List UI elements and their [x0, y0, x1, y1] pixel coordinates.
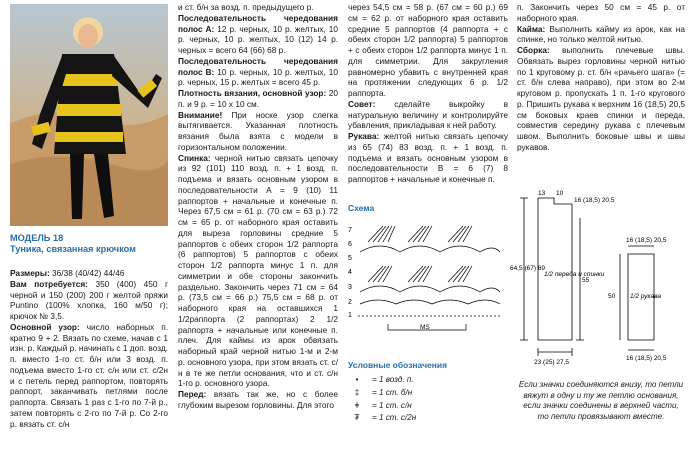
front-instructions — [178, 389, 338, 411]
edge-value: Выполнить кайму из арок, как на спинке, но только желтой нитью. — [517, 23, 685, 45]
sleeves — [348, 131, 508, 185]
dim-armhole: 16 (18,5) 20,5 — [574, 197, 615, 204]
model-title: МОДЕЛЬ 18 — [10, 233, 64, 243]
scheme-title: Схема — [348, 203, 375, 213]
double-crochet-icon: ǂ — [354, 400, 360, 410]
sequence-a-label: Последовательность чередования полос A: — [178, 12, 338, 34]
joining-note: Если значки соединяются внизу, то петли вяжут в одну и ту же петлю основания, если значки соединены в верхней части, то петли провязывают вместе. — [518, 380, 684, 421]
materials-paragraph — [10, 279, 168, 322]
dim-sleeve-bottom: 16 (18,5) 20,5 — [626, 355, 667, 362]
assembly-value: выполнить плечевые швы. Обвязать вырез горловины черной нитью по 1 круговому р. ст. б/н «рачьего шага» (= ст. б/н слева направо), при этом во 2-м круговом р. пропускать 1 п. 1-го кругового р. Пришить рукава к верхним 16 (18,5) 20,5 см боковых краев спинки и переда, совместив середину рукава с плечевым швом. Выполнить боковые швы и швы рукавов. — [517, 45, 686, 152]
attention — [178, 110, 338, 153]
density — [178, 88, 338, 110]
legend-item — [348, 412, 508, 425]
materials-label: Вам потребуется: — [10, 278, 88, 289]
pattern-diagram — [510, 190, 690, 390]
legend-item — [348, 387, 508, 400]
advice-label: Совет: — [348, 98, 376, 109]
svg-text:1: 1 — [348, 312, 352, 319]
basic-pattern-label: Основной узор: — [10, 321, 80, 332]
sizes-paragraph — [10, 268, 168, 279]
legend-title: Условные обозначения — [348, 360, 448, 370]
column-3 — [348, 2, 508, 185]
density-value: 20 п. и 9 р. = 10 х 10 см. — [178, 88, 338, 109]
advice — [348, 99, 508, 131]
attention-value: При носке узор слегка вытягивается. Указанная плотность вязания была взята с модели в горизонтальном положении. — [178, 109, 338, 152]
sizes-label: Размеры: — [10, 268, 50, 278]
dim-width: 23 (25) 27,5 — [534, 359, 570, 366]
svg-text:3: 3 — [348, 284, 352, 291]
edge-label: Кайма: — [517, 23, 546, 34]
sequence-a-value: 12 р. черных, 10 р. желтых, 10 р. черных, 10 р. желтых, 10 (12) 14 р. черных = всего 64 (66) 68 р. — [178, 23, 338, 55]
svg-text:6: 6 — [348, 241, 352, 248]
dim-side: 55 — [582, 277, 590, 284]
edge-instructions — [517, 24, 685, 46]
sequence-b-value: 10 р. черных, 10 р. желтых, 10 р. черных, 15 р. желтых = всего 45 р. — [178, 66, 338, 88]
treble-crochet-icon: ₮ — [354, 413, 360, 423]
density-label: Плотность вязания, основной узор: — [178, 88, 327, 98]
legend-item — [348, 374, 508, 387]
svg-text:4: 4 — [348, 269, 352, 276]
sleeves-value: желтой нитью связать цепочку из 65 (74) 83 возд. п. + 1 возд. п. подъема и вязать основным узором в последовательности B = 6 (7) 8 раппортов + начальные и конечные п. — [348, 131, 508, 184]
stitch-note: и ст. б/н за возд. п. предыдущего р. — [178, 2, 314, 12]
column-1 — [10, 268, 168, 429]
back-value: черной нитью связать цепочку из 92 (101) 110 возд. п. + 1 возд. п. подъема и вязать основным узором в последовательности А = 9 (10) 11 раппортов + начальные и конечные п. Через 67,5 см = 61 р. (70 см = 63 р.) 72 см = 65 р. от наборного края оставить для выреза горловины средние 5 раппортов с обеих сторон 1/2 раппорта (6 раппортов) 5 раппортов с обеих сторон 1/2 раппорта минус 1 п. для симметрии и обе стороны закончить раздельно. Закончить через 71 см = 64 р. (73,5 см = 66 р.) 75,5 см = 68 р. от наборного края на оставшихся 1 1/2раппорта (2 раппортах) 2 1/2 раппорта + начальные или конечные п. плеч. Для каймы из арок обвязать наборный край черной нитью 1-м и 2-м р. основного узора, при этом вязать ст. с/н в те же петли основания, что и ст. с/н 1-го р. основного узора. — [178, 152, 338, 389]
svg-text:7: 7 — [348, 227, 352, 234]
sleeve-label: 1/2 рукава — [630, 293, 662, 300]
basic-pattern-value: число наборных п. кратно 9 + 2. Вязать по схеме, начав с 1 изн. р. Каждый р. начинать с 1 доп. возд. п. вместо 1-го ст. б/н или 3 возд. п. подъема вместо 1-го ст. с/н или ст. с/2н и с петель перед раппортом, повторять раппорт, заканчивать петлями после раппорта. Связать 1 раз с 1-го по 7-й р., затем повторять с 2-го по 7-й р. Со 2-го р. вязать ст. с/н — [10, 321, 168, 429]
legend-item — [348, 400, 508, 413]
sequence-b-label: Последовательность чередования полос B: — [178, 55, 338, 77]
attention-label: Внимание! — [178, 109, 223, 120]
legend-text: = 1 ст. с/2н — [372, 413, 417, 423]
legend — [348, 374, 508, 425]
legend-text: = 1 ст. б/н — [372, 387, 413, 397]
dim-sleeve-length: 50 — [608, 293, 616, 300]
single-crochet-icon: ‡ — [354, 387, 360, 397]
model-heading — [10, 233, 136, 255]
column-4 — [517, 2, 685, 153]
back-label: Спинка: — [178, 152, 211, 163]
sizes-value: 36/38 (40/42) 44/46 — [52, 268, 125, 278]
sequence-a — [178, 13, 338, 56]
svg-text:MS: MS — [420, 324, 430, 331]
front-continued: через 54,5 см = 58 р. (67 см = 60 р.) 69 см = 62 р. от наборного края оставить средние 5 раппортов (4 раппорта + с обеих сторон 1/2 раппорта) 5 раппортов + с обеих сторон 1/2 раппорта минус 1 п. для симметрии. Для закругления равномерно убавить с внутренней края на протяжении следующих 6 р. 1/2 раппорта. — [348, 2, 508, 98]
chain-stitch-icon: • — [355, 375, 359, 384]
crochet-chart — [348, 212, 506, 337]
front-back-label: 1/2 переда и спинки — [544, 271, 605, 278]
dim-shoulder: 10 — [556, 190, 564, 197]
assembly-instructions — [517, 45, 685, 153]
model-photo — [10, 4, 168, 226]
svg-text:2: 2 — [348, 299, 352, 306]
dim-sleeve-top: 16 (18,5) 20,5 — [626, 237, 667, 244]
front-label: Перед: — [178, 389, 207, 399]
dim-neck: 13 — [538, 190, 546, 197]
basic-pattern-paragraph — [10, 322, 168, 430]
materials-value: 350 (400) 450 г черной и 150 (200) 200 г желтой пряжи Puntino (100% хлопка, 160 м/50 г); крючок № 3,5. — [10, 278, 169, 321]
back-instructions — [178, 153, 338, 390]
dim-length: 64,5 (67) 69 — [510, 265, 546, 272]
sequence-b — [178, 56, 338, 88]
assembly-label: Сборка: — [517, 45, 550, 55]
front-value: вязать так же, но с более глубоким вырезом горловины. Для этого — [178, 389, 338, 410]
model-subtitle: Туника, связанная крючком — [10, 244, 136, 254]
sleeve-end: п. Закончить через 50 см = 45 р. от наборного края. — [517, 2, 685, 23]
column-2 — [178, 2, 338, 411]
advice-value: сделайте выкройку в натуральную величину и контролируйте убавления, прикладывая к ней работу. — [348, 98, 508, 131]
legend-text: = 1 возд. п. — [372, 375, 414, 384]
svg-text:5: 5 — [348, 255, 352, 262]
sleeves-label: Рукава: — [348, 131, 380, 141]
legend-text: = 1 ст. с/н — [372, 400, 412, 410]
